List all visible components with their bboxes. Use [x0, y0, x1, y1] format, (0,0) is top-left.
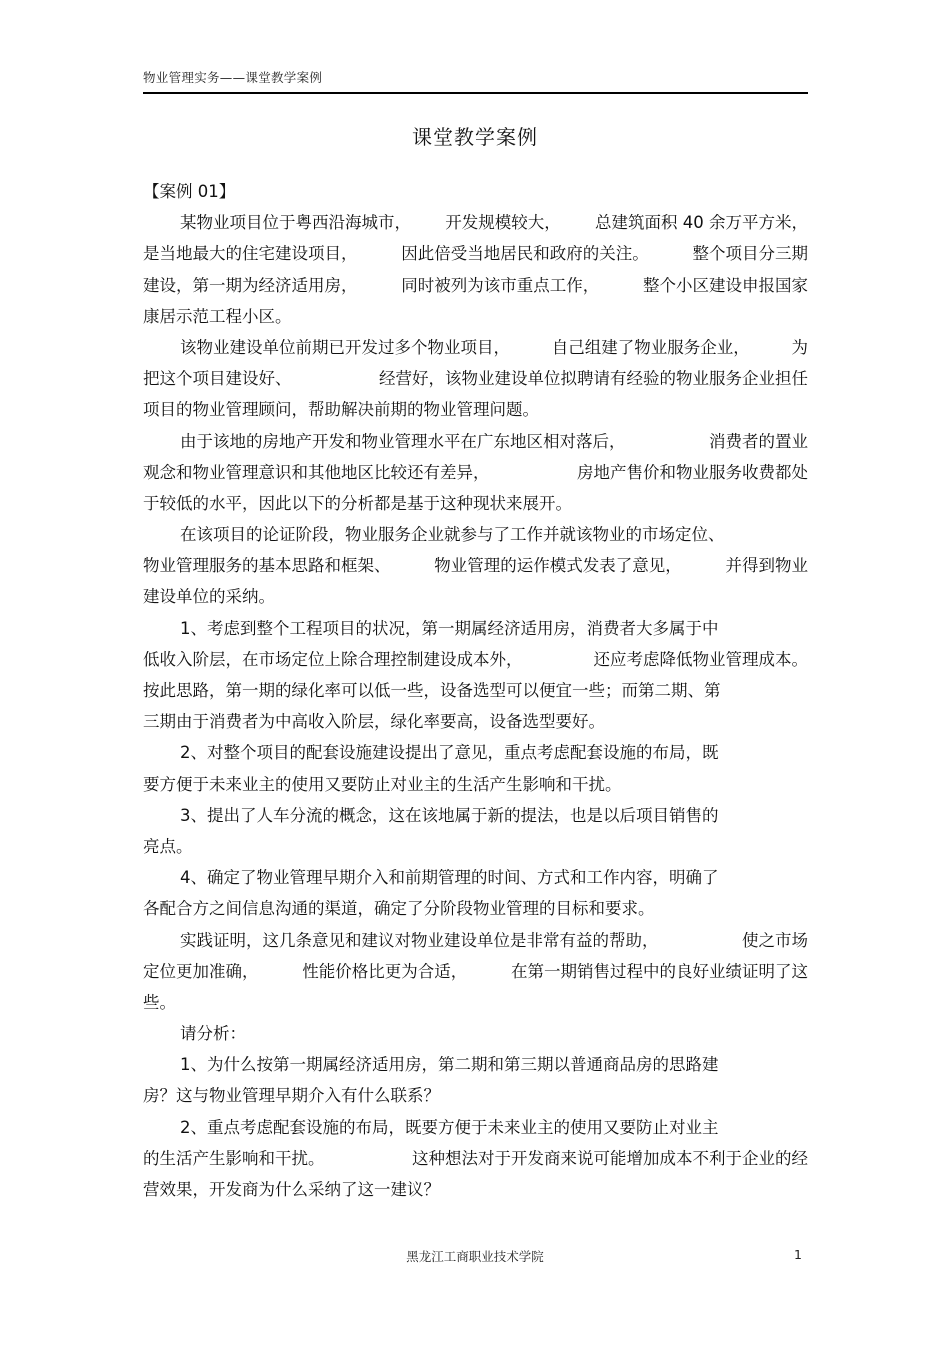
document-body: [143, 176, 808, 1205]
paragraph-line: [143, 332, 808, 363]
paragraph-line: [143, 675, 808, 706]
text-segment: 总建筑面积 40 余万平方米，: [595, 213, 808, 233]
text-segment: 为: [791, 337, 808, 357]
paragraph-line: [143, 426, 808, 457]
paragraph-line: [143, 956, 808, 987]
text-segment: 些。: [143, 992, 176, 1012]
text-segment: 1、为什么按第一期属经济适用房，第二期和第三期以普通商品房的思路建: [180, 1055, 719, 1075]
paragraph-line: [143, 925, 808, 956]
paragraph-line: [143, 862, 808, 893]
paragraph-line: [143, 1049, 808, 1080]
text-segment: 项目的物业管理顾问，帮助解决前期的物业管理问题。: [143, 400, 539, 420]
text-segment: 低收入阶层，在市场定位上除合理控制建设成本外，: [143, 649, 523, 669]
text-segment: 建设，第一期为经济适用房，: [143, 275, 358, 295]
text-segment: 同时被列为该市重点工作，: [401, 275, 600, 295]
paragraph-line: [143, 1143, 808, 1174]
text-segment: 1、考虑到整个工程项目的状况，第一期属经济适用房，消费者大多属于中: [180, 618, 719, 638]
text-segment: 某物业项目位于粤西沿海城市，: [180, 213, 411, 233]
paragraph-line: [143, 363, 808, 394]
text-segment: 3、提出了人车分流的概念，这在该地属于新的提法，也是以后项目销售的: [180, 805, 719, 825]
text-segment: 实践证明，这几条意见和建议对物业建设单位是非常有益的帮助，: [180, 930, 659, 950]
paragraph-line: [143, 1174, 808, 1205]
text-segment: 整个项目分三期: [692, 244, 808, 264]
text-segment: 该物业建设单位前期已开发过多个物业项目，: [180, 337, 510, 357]
text-segment: 还应考虑降低物业管理成本。: [593, 649, 808, 669]
text-segment: 按此思路，第一期的绿化率可以低一些，设备选型可以便宜一些；而第二期、第: [143, 681, 721, 700]
paragraph-line: [143, 893, 808, 924]
text-segment: 的生活产生影响和干扰。: [143, 1148, 325, 1168]
text-segment: 营效果，开发商为什么采纳了这一建议？: [143, 1180, 440, 1199]
text-segment: 在第一期销售过程中的良好业绩证明了这: [511, 961, 808, 981]
paragraph-line: [143, 769, 808, 800]
paragraph-line: [143, 394, 808, 425]
paragraph-line: [143, 1018, 808, 1049]
footer-institution: 黑龙江工商职业技术学院: [406, 1249, 544, 1264]
paragraph-line: [143, 550, 808, 581]
text-segment: 物业管理服务的基本思路和框架、: [143, 556, 391, 576]
text-segment: 性能价格比更为合适，: [302, 961, 468, 981]
case-label: 【案例 01】: [143, 182, 236, 201]
paragraph-line: [143, 1080, 808, 1111]
text-segment: 三期由于消费者为中高收入阶层，绿化率要高，设备选型要好。: [143, 712, 605, 732]
text-segment: 整个小区建设申报国家: [643, 275, 808, 295]
page-number: 1: [794, 1247, 802, 1262]
text-segment: 物业管理的运作模式发表了意见，: [434, 556, 682, 576]
paragraph-line: [143, 737, 808, 768]
text-segment: 把这个项目建设好、: [143, 369, 292, 389]
text-segment: 这种想法对于开发商来说可能增加成本不利于企业的经: [412, 1148, 808, 1168]
text-segment: 自己组建了物业服务企业，: [551, 337, 750, 357]
paragraph-line: [143, 987, 808, 1018]
running-header: 物业管理实务——课堂教学案例: [143, 70, 323, 85]
text-segment: 4、确定了物业管理早期介入和前期管理的时间、方式和工作内容，明确了: [180, 868, 719, 888]
paragraph-line: [143, 457, 808, 488]
paragraph-line: [143, 207, 808, 238]
paragraph-line: [143, 613, 808, 644]
text-segment: 于较低的水平，因此以下的分析都是基于这种现状来展开。: [143, 493, 572, 513]
text-segment: 经营好，该物业建设单位拟聘请有经验的物业服务企业担任: [379, 369, 808, 389]
text-segment: 请分析：: [180, 1024, 246, 1044]
text-segment: 2、对整个项目的配套设施建设提出了意见，重点考虑配套设施的布局，既: [180, 743, 719, 763]
text-segment: 房地产售价和物业服务收费都处: [577, 462, 808, 482]
text-segment: 因此倍受当地居民和政府的关注。: [401, 244, 649, 264]
paragraph-line: [143, 706, 808, 737]
text-segment: 开发规模较大，: [445, 213, 561, 233]
text-segment: 亮点。: [143, 836, 193, 856]
text-segment: 是当地最大的住宅建设项目，: [143, 244, 358, 264]
text-segment: 2、重点考虑配套设施的布局，既要方便于未来业主的使用又要防止对业主: [180, 1117, 719, 1137]
paragraph-line: [143, 301, 808, 332]
paragraph-line: [143, 831, 808, 862]
text-segment: 建设单位的采纳。: [143, 587, 275, 607]
text-segment: 并得到物业: [725, 556, 808, 576]
text-segment: 康居示范工程小区。: [143, 306, 292, 326]
paragraph-line: [143, 519, 808, 550]
paragraph-line: [143, 270, 808, 301]
paragraph-line: [143, 581, 808, 612]
text-segment: 由于该地的房地产开发和物业管理水平在广东地区相对落后，: [180, 431, 626, 451]
text-segment: 各配合方之间信息沟通的渠道，确定了分阶段物业管理的目标和要求。: [143, 899, 655, 919]
text-segment: 要方便于未来业主的使用又要防止对业主的生活产生影响和干扰。: [143, 774, 622, 794]
paragraph-line: [143, 644, 808, 675]
text-segment: 观念和物业管理意识和其他地区比较还有差异，: [143, 462, 490, 482]
text-segment: 使之市场: [742, 930, 808, 950]
paragraph-line: [143, 1112, 808, 1143]
paragraph-line: [143, 800, 808, 831]
text-segment: 消费者的置业: [709, 431, 808, 451]
paragraph-line: [143, 488, 808, 519]
document-title: 课堂教学案例: [412, 125, 538, 149]
text-segment: 房？这与物业管理早期介入有什么联系？: [143, 1086, 440, 1106]
paragraph-line: [143, 238, 808, 269]
text-segment: 在该项目的论证阶段，物业服务企业就参与了工作并就该物业的市场定位、: [180, 525, 725, 545]
header-rule: [143, 92, 808, 94]
text-segment: 定位更加准确，: [143, 961, 259, 981]
